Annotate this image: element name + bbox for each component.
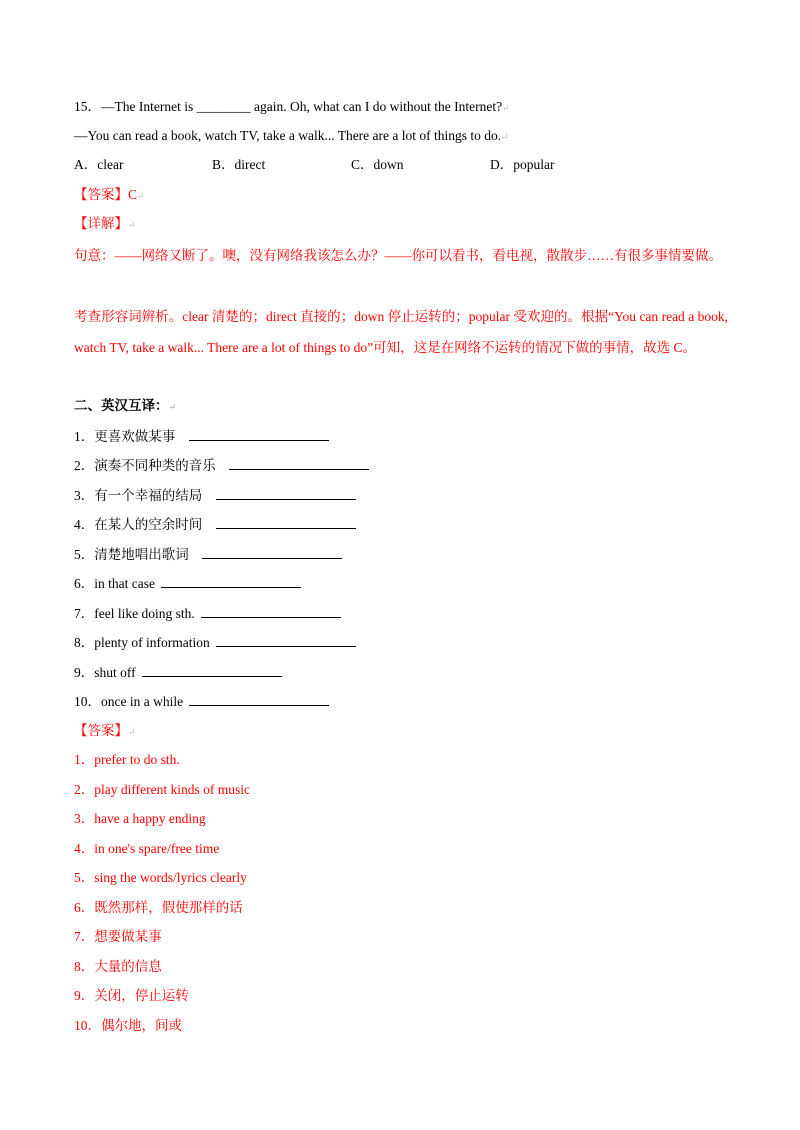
answer-blank[interactable] <box>216 486 356 500</box>
answer-item-1: 1．prefer to do sth. <box>74 752 180 767</box>
option-a: A．clear <box>74 157 124 172</box>
answer-item-9: 9．关闭，停止运转 <box>74 988 189 1003</box>
answer-item-3: 3．have a happy ending <box>74 811 206 826</box>
translation-item-7: 7．feel like doing sth. <box>74 604 341 623</box>
translation-item-5: 5．清楚地唱出歌词 <box>74 545 342 564</box>
option-c: C．down <box>351 157 404 172</box>
answer-item-8: 8．大量的信息 <box>74 959 162 974</box>
question-prompt: —The Internet is ________ again. Oh, what can I do without the Internet? <box>101 99 503 114</box>
translation-item-4: 4．在某人的空余时间 <box>74 515 356 534</box>
question-15-prompt: 15．—The Internet is ________ again. Oh, what can I do without the Internet?↵ <box>74 99 510 114</box>
options-row <box>74 156 574 174</box>
answer-item-10: 10．偶尔地，间或 <box>74 1018 182 1033</box>
question-15-reply: —You can read a book, watch TV, take a walk... There are a lot of things to do.↵ <box>74 128 509 143</box>
translation-item-9: 9．shut off <box>74 663 282 682</box>
answer-blank[interactable] <box>142 663 282 677</box>
reply-text: —You can read a book, watch TV, take a walk... There are a lot of things to do. <box>74 128 502 143</box>
translation-item-1: 1．更喜欢做某事 <box>74 427 329 446</box>
answer-item-4: 4．in one's spare/free time <box>74 841 220 856</box>
translation-item-8: 8．plenty of information <box>74 633 356 652</box>
translation-item-6: 6．in that case <box>74 574 301 593</box>
answer-blank[interactable] <box>201 604 341 618</box>
option-b: B．direct <box>212 157 266 172</box>
answer-blank[interactable] <box>202 545 342 559</box>
answer-item-7: 7．想要做某事 <box>74 929 162 944</box>
answer-item-2: 2．play different kinds of music <box>74 782 250 797</box>
answer-blank[interactable] <box>189 692 329 706</box>
answer-item-5: 5．sing the words/lyrics clearly <box>74 870 247 885</box>
meaning-text: 句意：——网络又断了。噢，没有网络我该怎么办？——你可以看书，看电视，散散步……有很多事情要做。 <box>74 248 722 263</box>
answer-blank[interactable] <box>229 456 369 470</box>
option-d: D．popular <box>490 157 555 172</box>
section-2-title: 二、英汉互译：↵ <box>74 398 177 413</box>
analysis-text: 考查形容词辨析。clear 清楚的；direct 直接的；down 停止运转的；popular 受欢迎的。根据“You can read a book, watch TV, take a walk... There are a lot of things to do”可知，这是在网络不运转的情况下做的事情，故选 C。 <box>74 309 728 355</box>
answer-blank[interactable] <box>161 574 301 588</box>
answer-15: 【答案】C↵ <box>74 187 145 202</box>
answer-item-6: 6．既然那样，假使那样的话 <box>74 900 243 915</box>
answer-blank[interactable] <box>216 515 356 529</box>
translation-item-3: 3．有一个幸福的结局 <box>74 486 356 505</box>
translation-item-2: 2．演奏不同种类的音乐 <box>74 456 369 475</box>
answer-blank[interactable] <box>216 633 356 647</box>
translation-item-10: 10．once in a while <box>74 692 329 711</box>
detail-title: 【详解】↵ <box>74 216 136 231</box>
section-2-answer-title: 【答案】↵ <box>74 723 136 738</box>
answer-blank[interactable] <box>189 427 329 441</box>
question-number: 15． <box>74 99 101 114</box>
